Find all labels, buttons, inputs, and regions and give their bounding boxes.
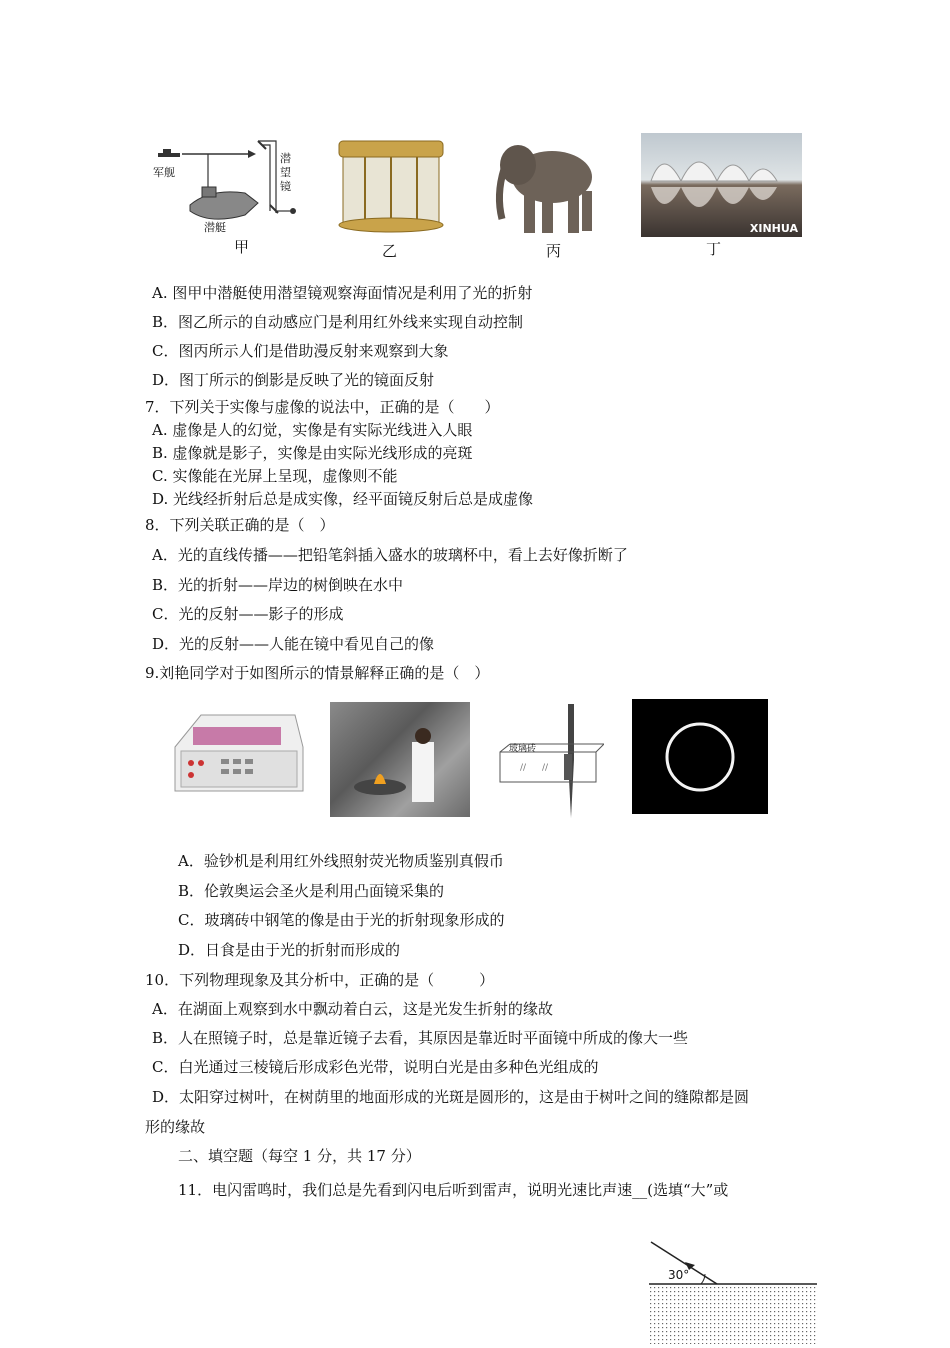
- q8-option-d: D．光的反射——人能在镜中看见自己的像: [152, 635, 435, 653]
- figure-glass-brick-pen: [492, 700, 604, 820]
- glass-brick-label: 玻璃砖: [509, 744, 537, 754]
- q9-option-c: C．玻璃砖中钢笔的像是由于光的折射现象形成的: [178, 911, 505, 929]
- figure-olympic-flame: [330, 702, 470, 817]
- svg-text://: //: [542, 763, 549, 773]
- q11-stem: 11．电闪雷鸣时，我们总是先看到闪电后听到雷声，说明光速比声速__(选填“大”或: [178, 1181, 729, 1199]
- q8-option-c: C．光的反射——影子的形成: [152, 605, 344, 623]
- q10-option-d-continuation: 形的缘故: [145, 1118, 206, 1136]
- angle-label: 30°: [668, 1268, 690, 1282]
- q10-option-b: B．人在照镜子时，总是靠近镜子去看，其原因是靠近时平面镜中所成的像大一些: [152, 1029, 689, 1047]
- q7-option-b: B. 虚像就是影子，实像是由实际光线形成的亮斑: [152, 444, 473, 462]
- warship-label: 军舰: [153, 166, 175, 179]
- q9-stem: 9.刘艳同学对于如图所示的情景解释正确的是（ ）: [145, 664, 490, 682]
- q9-option-a: A．验钞机是利用红外线照射荧光物质鉴别真假币: [178, 852, 504, 870]
- q9-option-d: D．日食是由于光的折射而形成的: [178, 941, 401, 959]
- q10-option-d: D．太阳穿过树叶，在树荫里的地面形成的光斑是圆形的，这是由于树叶之间的缝隙都是圆: [152, 1088, 750, 1106]
- periscope-label: 潜望镜: [280, 152, 291, 193]
- figure-bing-elephant: [490, 135, 605, 237]
- xinhua-watermark: XINHUA: [749, 222, 798, 235]
- q8-stem: 8．下列关联正确的是（ ）: [145, 516, 335, 534]
- q9-option-b: B．伦敦奥运会圣火是利用凸面镜采集的: [178, 882, 445, 900]
- caption-yi: 乙: [382, 242, 398, 260]
- figure-yi-revolving-door: [335, 135, 447, 235]
- figure-incident-ray-water: [645, 1238, 820, 1344]
- q10-option-a: A．在湖面上观察到水中飘动着白云，这是光发生折射的缘故: [152, 1000, 553, 1018]
- submarine-label: 潜艇: [204, 221, 226, 234]
- q7-option-c: C. 实像能在光屏上呈现，虚像则不能: [152, 467, 398, 485]
- q6-option-c: C．图丙所示人们是借助漫反射来观察到大象: [152, 342, 449, 360]
- q8-option-a: A．光的直线传播——把铅笔斜插入盛水的玻璃杯中，看上去好像折断了: [152, 546, 628, 564]
- figure-solar-eclipse: [632, 699, 768, 814]
- section-2-heading: 二、填空题（每空 1 分，共 17 分）: [178, 1147, 421, 1165]
- q7-option-a: A. 虚像是人的幻觉，实像是有实际光线进入人眼: [152, 421, 473, 439]
- q10-option-c: C．白光通过三棱镜后形成彩色光带，说明白光是由多种色光组成的: [152, 1058, 599, 1076]
- caption-bing: 丙: [546, 242, 562, 260]
- q7-option-d: D. 光线经折射后总是成实像，经平面镜反射后总是成虚像: [152, 490, 534, 508]
- q6-option-d: D．图丁所示的倒影是反映了光的镜面反射: [152, 371, 435, 389]
- figure-money-detector: [171, 707, 307, 799]
- q6-option-a: A. 图甲中潜艇使用潜望镜观察海面情况是利用了光的折射: [152, 284, 533, 302]
- q6-option-b: B．图乙所示的自动感应门是利用红外线来实现自动控制: [152, 313, 524, 331]
- svg-text://: //: [520, 763, 527, 773]
- q7-stem: 7．下列关于实像与虚像的说法中，正确的是（ ）: [145, 398, 500, 416]
- q10-stem: 10．下列物理现象及其分析中，正确的是（ ）: [145, 971, 495, 989]
- caption-ding: 丁: [706, 240, 722, 258]
- q8-option-b: B．光的折射——岸边的树倒映在水中: [152, 576, 404, 594]
- figure-ding-opera-house: [641, 133, 802, 237]
- caption-jia: 甲: [234, 238, 250, 256]
